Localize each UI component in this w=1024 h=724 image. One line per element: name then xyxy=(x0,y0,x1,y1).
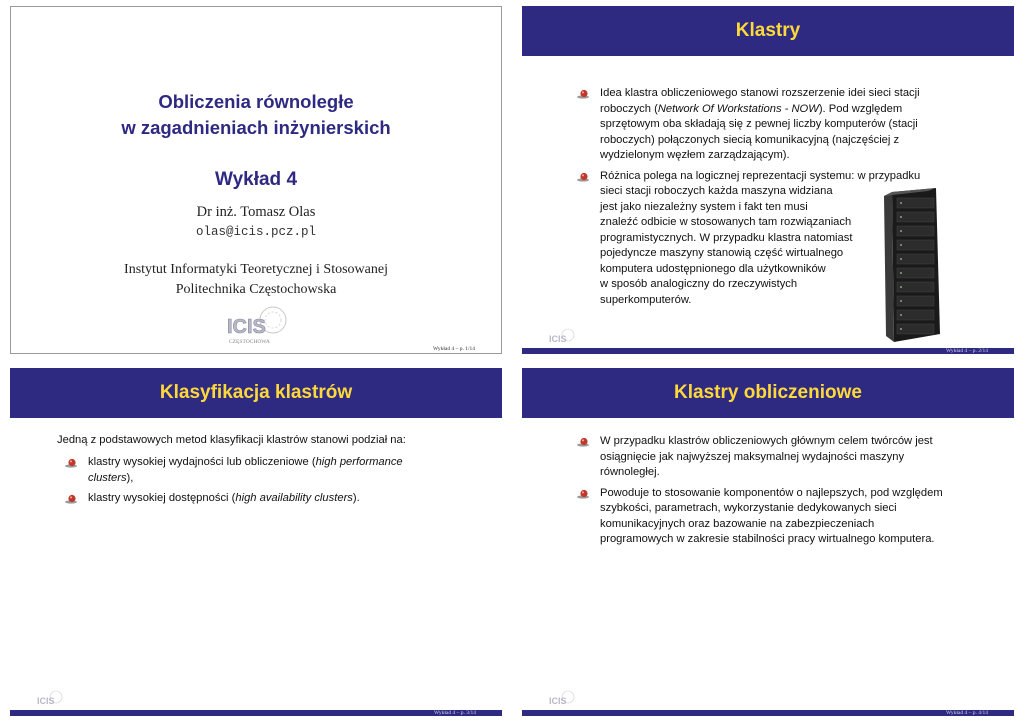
bullet-line xyxy=(600,486,976,502)
slide-footer: Wykład 4 – p. 1/14 xyxy=(433,346,475,352)
bullet-item xyxy=(576,486,976,548)
svg-text:ICIS: ICIS xyxy=(227,316,266,338)
bullet-line xyxy=(600,169,956,185)
bottom-bar xyxy=(522,348,1014,354)
bullet-text: superkomputerów. xyxy=(600,293,692,306)
svg-text:ICIS: ICIS xyxy=(549,696,567,706)
svg-text:CZĘSTOCHOWA: CZĘSTOCHOWA xyxy=(229,339,270,345)
bullet-text-italic: Network Of Workstations - NOW xyxy=(657,102,819,115)
bullet-line xyxy=(600,465,976,481)
bullet-text: programistycznych. W przypadku klastra natomiast xyxy=(600,231,853,244)
bullet-text: klastry wysokiej wydajności lub obliczeniowe ( xyxy=(88,456,316,468)
university: Politechnika Częstochowska xyxy=(175,282,337,297)
bullet-line xyxy=(600,133,956,149)
slide-footer: Wykład 4 – p. 2/14 xyxy=(946,348,988,354)
email: olas@icis.pcz.pl xyxy=(195,225,317,239)
icis-logo-small xyxy=(548,690,576,708)
bullet-list xyxy=(64,455,444,512)
bullet-text-italic: high performance xyxy=(315,456,403,468)
bullet-list xyxy=(576,434,976,553)
bullet-line xyxy=(88,491,444,507)
bullet-ball-icon xyxy=(576,89,590,99)
bullet-text: komunikacyjnych oraz bazowanie na zabezpieczeniach xyxy=(600,517,875,530)
slide-klastry xyxy=(522,6,1014,354)
bullet-line xyxy=(600,501,976,517)
slide-footer: Wykład 4 – p. 4/14 xyxy=(946,710,988,716)
author: Dr inż. Tomasz Olas xyxy=(196,204,316,220)
bullet-text: ), xyxy=(126,471,134,484)
bottom-bar xyxy=(10,710,502,716)
bullet-line xyxy=(600,434,976,450)
bullet-text-italic: clusters xyxy=(88,471,127,484)
slide-header: Klasyfikacja klastrów xyxy=(10,368,502,418)
bullet-ball-icon xyxy=(576,489,590,499)
bullet-text: W przypadku klastrów obliczeniowych głównym celem twórców jest xyxy=(600,435,933,447)
bullet-item xyxy=(64,455,444,486)
svg-text:ICIS: ICIS xyxy=(549,334,567,344)
slide-title xyxy=(10,6,502,354)
icis-logo-small xyxy=(36,690,64,708)
bullet-text: sieci stacji roboczych każda maszyna widziana xyxy=(600,185,833,197)
bullet-item xyxy=(576,86,956,164)
bullet-line xyxy=(600,532,976,548)
server-rack-image xyxy=(880,188,942,342)
bullet-text: równoległej. xyxy=(600,466,660,478)
slide-title-line1: Obliczenia równoległe xyxy=(158,91,354,112)
bullet-text: szybkości, parametrach, wykorzystanie dedykowanych sieci xyxy=(600,502,897,514)
icis-logo xyxy=(223,305,293,347)
slide-footer: Wykład 4 – p. 3/14 xyxy=(434,710,476,716)
bullet-item xyxy=(576,434,976,481)
bullet-text: Różnica polega na logicznej reprezentacji systemu: w przypadku xyxy=(600,169,921,182)
bullet-text: Idea klastra obliczeniowego stanowi rozszerzenie idei sieci stacji xyxy=(600,87,920,99)
bottom-bar xyxy=(522,710,1014,716)
bullet-text: ). Pod względem xyxy=(818,102,903,115)
bullet-text: sprzętowym oba składają się z pewnej liczby komputerów (stacji xyxy=(600,118,918,130)
bullet-line xyxy=(600,117,956,133)
bullet-text: klastry wysokiej dostępności ( xyxy=(88,492,236,504)
slide-header: Klastry xyxy=(522,6,1014,56)
svg-text:ICIS: ICIS xyxy=(37,696,55,706)
bullet-line xyxy=(88,455,444,471)
slide-klasyfikacja xyxy=(10,368,502,716)
slide-header: Klastry obliczeniowe xyxy=(522,368,1014,418)
bullet-line xyxy=(600,450,976,466)
slide-title-line2: w zagadnieniach inżynierskich xyxy=(121,117,391,138)
bullet-line xyxy=(88,471,444,487)
bullet-text: roboczych ( xyxy=(600,102,658,115)
bullet-text: ). xyxy=(352,492,360,504)
bullet-line xyxy=(600,148,956,164)
bullet-text: Powoduje to stosowanie komponentów o najlepszych, pod względem xyxy=(600,486,943,499)
bullet-line xyxy=(600,517,976,533)
bullet-line xyxy=(600,102,956,118)
bullet-line xyxy=(600,86,956,102)
bullet-ball-icon xyxy=(64,458,78,468)
icis-logo-small xyxy=(548,328,576,346)
intro-text: Jedną z podstawowych metod klasyfikacji klastrów stanowi podział na: xyxy=(57,434,406,446)
bullet-text: osiągnięcie jak najwyższej maksymalnej wydajności maszyny xyxy=(600,450,905,463)
lecture-number: Wykład 4 xyxy=(214,169,298,190)
bullet-ball-icon xyxy=(576,437,590,447)
bullet-ball-icon xyxy=(576,172,590,182)
bullet-ball-icon xyxy=(64,494,78,504)
bullet-text: roboczych) połączonych siecią komunikacyjną (najczęściej z xyxy=(600,133,900,146)
bullet-text: komputera udostępnionego dla użytkowników xyxy=(600,262,826,275)
bullet-text: jest jako niezależny system i fakt ten musi xyxy=(600,200,808,213)
bullet-text: pojedyncze maszyny stanowią część wirtualnego xyxy=(600,247,844,259)
bullet-text: wydzielonym węzłem zarządzającym). xyxy=(600,149,790,161)
bullet-text: znaleźć odbicie w stosowanych tam rozwiązaniach xyxy=(600,216,852,228)
slide-klastry-obliczeniowe xyxy=(522,368,1014,716)
bullet-item xyxy=(64,491,444,507)
bullet-text-italic: high availability clusters xyxy=(235,492,353,504)
bullet-text: programowych w zakresie stabilności pracy wirtualnego komputera. xyxy=(600,533,935,545)
institute: Instytut Informatyki Teoretycznej i Stosowanej xyxy=(124,262,388,277)
bullet-text: w sposób analogiczny do rzeczywistych xyxy=(600,278,798,290)
